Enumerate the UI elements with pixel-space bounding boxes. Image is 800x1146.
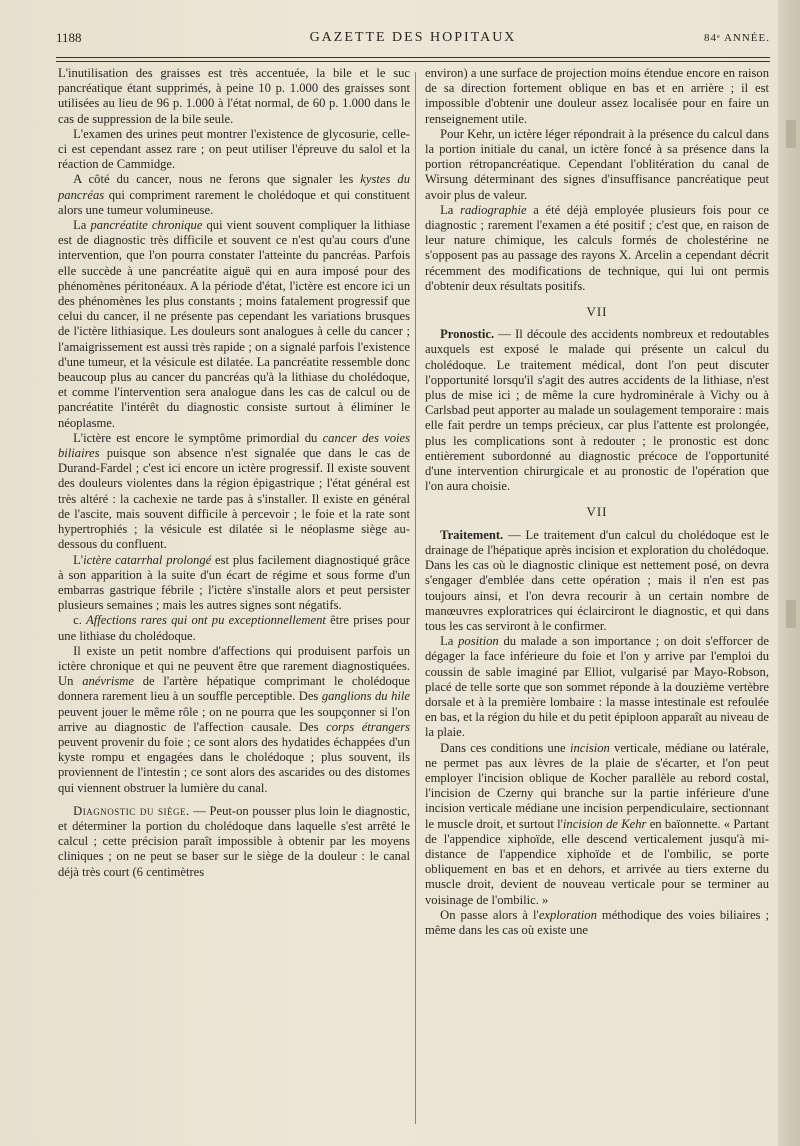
- paragraph: Il existe un petit nombre d'affections qui produisent parfois un ictère chronique et qui ne peuvent être que rarement diagnostiquées. Un anévrisme de l'artère hépatique comprimant le cholédoque donnera rarement lieu à un souffle perceptible. Des ganglions du hile peuvent jouer le même rôle ; on ne pourra que les soupçonner si l'on arrive au diagnostic de l'affection causale. Des corps étrangers peuvent provenir du foie ; ce sont alors des hydatides échappées d'un kyste rompu et engagées dans le cholédoque ; plus souvent, ils proviennent de l'intestin ; ce sont alors des ascarides ou des distomes qui viennent obstruer la lumière du canal.: [58, 643, 410, 795]
- paragraph: La pancréatite chronique qui vient souvent compliquer la lithiase est de diagnostic très difficile et souvent ce n'est qu'au cours d'une intervention, que l'on pourra constater l'atteinte du pancréas. Parfois elle succède à une pancréatite aiguë qui en aura imposé pour des phénomènes péritonéaux. A la période d'état, l'ictère est encore ici un des phénomènes les plus constants ; moins fatalement progressif que celui du cancer, il ne présente pas cependant les variations brusques de l'ictère lithiasique. Les douleurs sont analogues à celle du cancer ; l'amaigrissement est aussi très rapide ; on a signalé parfois l'existence d'une tumeur, et la vésicule est dilatée. La pancréatite ressemble donc beaucoup plus au cancer du pancréas qu'à la lithiase du cholédoque, et comme l'intervention sera analogue dans les cas de calcul ou de pancréatite l'intérêt du diagnostic consiste surtout à éliminer le néoplasme.: [58, 218, 410, 430]
- edge-mark: [786, 600, 796, 628]
- paragraph: c. Affections rares qui ont pu exceptionnellement être prises pour une lithiase du cholédoque.: [58, 613, 410, 643]
- paragraph: L'examen des urines peut montrer l'existence de glycosurie, celle-ci est cependant assez rare ; on peut utiliser l'épreuve du salol et la réaction de Cammidge.: [58, 126, 410, 172]
- paragraph: On passe alors à l'exploration méthodique des voies biliaires ; même dans les cas où existe une: [425, 907, 769, 937]
- paragraph: Pronostic. — Il découle des accidents nombreux et redoutables auxquels est exposé le malade qui présente un calcul du cholédoque. Le traitement médical, dont l'on peut discuter l'opportunité lorsqu'il s'agit des autres accidents de la lithiase, n'est plus de mise ici ; de même la cure hydrominérale à Vichy ou à Carlsbad peut apporter au malade un soulagement temporaire : mais elle fait perdre un temps précieux, car plus l'attente est prolongée, plus les complications sont à redouter ; le pronostic est donc entièrement subordonné au diagnostic précoce de l'opportunité d'une intervention chirurgicale et au pronostic de l'opération que l'on aura choisie.: [425, 327, 769, 494]
- section-heading: Diagnostic du siège.: [73, 803, 190, 818]
- column-divider: [415, 72, 416, 1124]
- paragraph: L'ictère est encore le symptôme primordial du cancer des voies biliaires puisque son absence n'est signalée que dans le cas de Durand-Fardel ; c'est ici encore un ictère progressif. Il existe souvent des douleurs violentes dans la région épigastrique ; l'état général est très altéré : la cachexie ne tarde pas à s'installer. Il existe en général de l'ascite, mais souvent difficile à percevoir ; le foie et la rate sont hypertrophiés ; la vésicule est dilatée si le néoplasme siège au-dessous du confluent.: [58, 430, 410, 552]
- right-column: [425, 66, 769, 938]
- paragraph: environ) a une surface de projection moins étendue encore en raison de sa direction fortement oblique en bas et en arrière ; il est impossible d'obtenir une douleur assez localisée pour en faire un renseignement utile.: [425, 66, 769, 126]
- paragraph: La position du malade a son importance ; on doit s'efforcer de dégager la face inférieure du foie et l'on y arrive par l'emploi du coussin de sable imaginé par Elliot, vulgarisé par Mayo-Robson, placé de telle sorte que son sommet réponde à la douzième vertèbre dorsale et à la première lombaire : la masse intestinale est refoulée en bas, et la région du hile et du petit épiploon apparaît au niveau de la plaie.: [425, 634, 769, 740]
- left-column: [58, 66, 410, 880]
- edge-mark: [786, 120, 796, 148]
- paragraph: Pour Kehr, un ictère léger répondrait à la présence du calcul dans la portion initiale du canal, un ictère foncé à sa présence dans la portion rétropancréatique. Cependant l'oblitération du canal de Wirsung déterminant des signes d'insuffisance pancréatique peut avoir plus de valeur.: [425, 126, 769, 202]
- page-number: 1188: [56, 30, 82, 45]
- paragraph: A côté du cancer, nous ne ferons que signaler les kystes du pancréas qui compriment rarement le cholédoque et qui constituent alors une tumeur volumineuse.: [58, 172, 410, 217]
- paragraph: Traitement. — Le traitement d'un calcul du cholédoque est le drainage de l'hépatique après incision et exploration du cholédoque. Dans les cas où le diagnostic clinique est nettement posé, on devra s'engager d'emblée dans cette opération ; mais il n'en est pas toujours ainsi, et l'on devra recourir à un certain nombre de manœuvres exploratrices qui éclairciront le diagnostic, et qui dans tous les cas serviront à le confirmer.: [425, 527, 769, 633]
- paragraph: Dans ces conditions une incision verticale, médiane ou latérale, ne permet pas aux lèvres de la plaie de s'écarter, et l'on peut employer l'incision oblique de Kocher parallèle au rebord costal, l'incision de Czerny qui branche sur la partie inférieure d'une incision verticale médiane une incision perpendiculaire, sectionnant le muscle droit, et surtout l'incision de Kehr en baïonnette. « Partant de l'appendice xiphoïde, elle descend verticalement jusqu'à mi-distance de l'appendice xiphoïde et de l'ombilic, se porte obliquement en bas et en dehors, et arrivée au tiers externe du muscle droit, devient de nouveau verticale pour se terminer au voisinage de l'ombilic. »: [425, 740, 770, 907]
- header-rule-bottom: [56, 61, 770, 62]
- page-header: [56, 30, 770, 52]
- paragraph: L'inutilisation des graisses est très accentuée, la bile et le suc pancréatique étant supprimés, à peine 10 p. 1.000 des graisses sont utilisées au lieu de 96 p. 1.000 à l'état normal, de 60 p. 1.000 dans le cas de suppression de la bile seule.: [58, 66, 410, 126]
- paragraph: L'ictère catarrhal prolongé est plus facilement diagnostiqué grâce à son apparition à la suite d'un écart de régime et sous forme d'un embarras gastrique fébrile ; l'ictère s'installe alors et peut persister plusieurs semaines ; mais les autres signes sont négatifs.: [58, 552, 410, 613]
- section-heading: Pronostic.: [440, 327, 495, 342]
- section-number: VII: [586, 304, 608, 320]
- section-heading: Traitement.: [440, 527, 504, 542]
- paragraph: Diagnostic du siège. — Peut-on pousser plus loin le diagnostic, et déterminer la portion du cholédoque dans laquelle s'est arrêté le calcul ; cette précision paraît impossible à obtenir par les moyens cliniques ; on ne peut se baser sur le siège de la douleur : le canal déjà très court (6 centimètres: [58, 803, 410, 879]
- page-edge: [778, 0, 800, 1146]
- header-rule-top: [56, 57, 770, 58]
- year-label: 84ᵉ ANNÉE.: [704, 32, 770, 44]
- section-number: VII: [586, 504, 608, 520]
- paragraph: La radiographie a été déjà employée plusieurs fois pour ce diagnostic ; rarement l'examen a été positif ; c'est que, en raison de leur nature chimique, les calculs formés de cholestérine ne s'opposent pas au passage des rayons X. Arcelin a cependant décrit récemment des modifications de technique, qui lui ont permis d'obtenir deux résultats positifs.: [425, 202, 769, 293]
- journal-title: GAZETTE DES HOPITAUX: [309, 30, 517, 45]
